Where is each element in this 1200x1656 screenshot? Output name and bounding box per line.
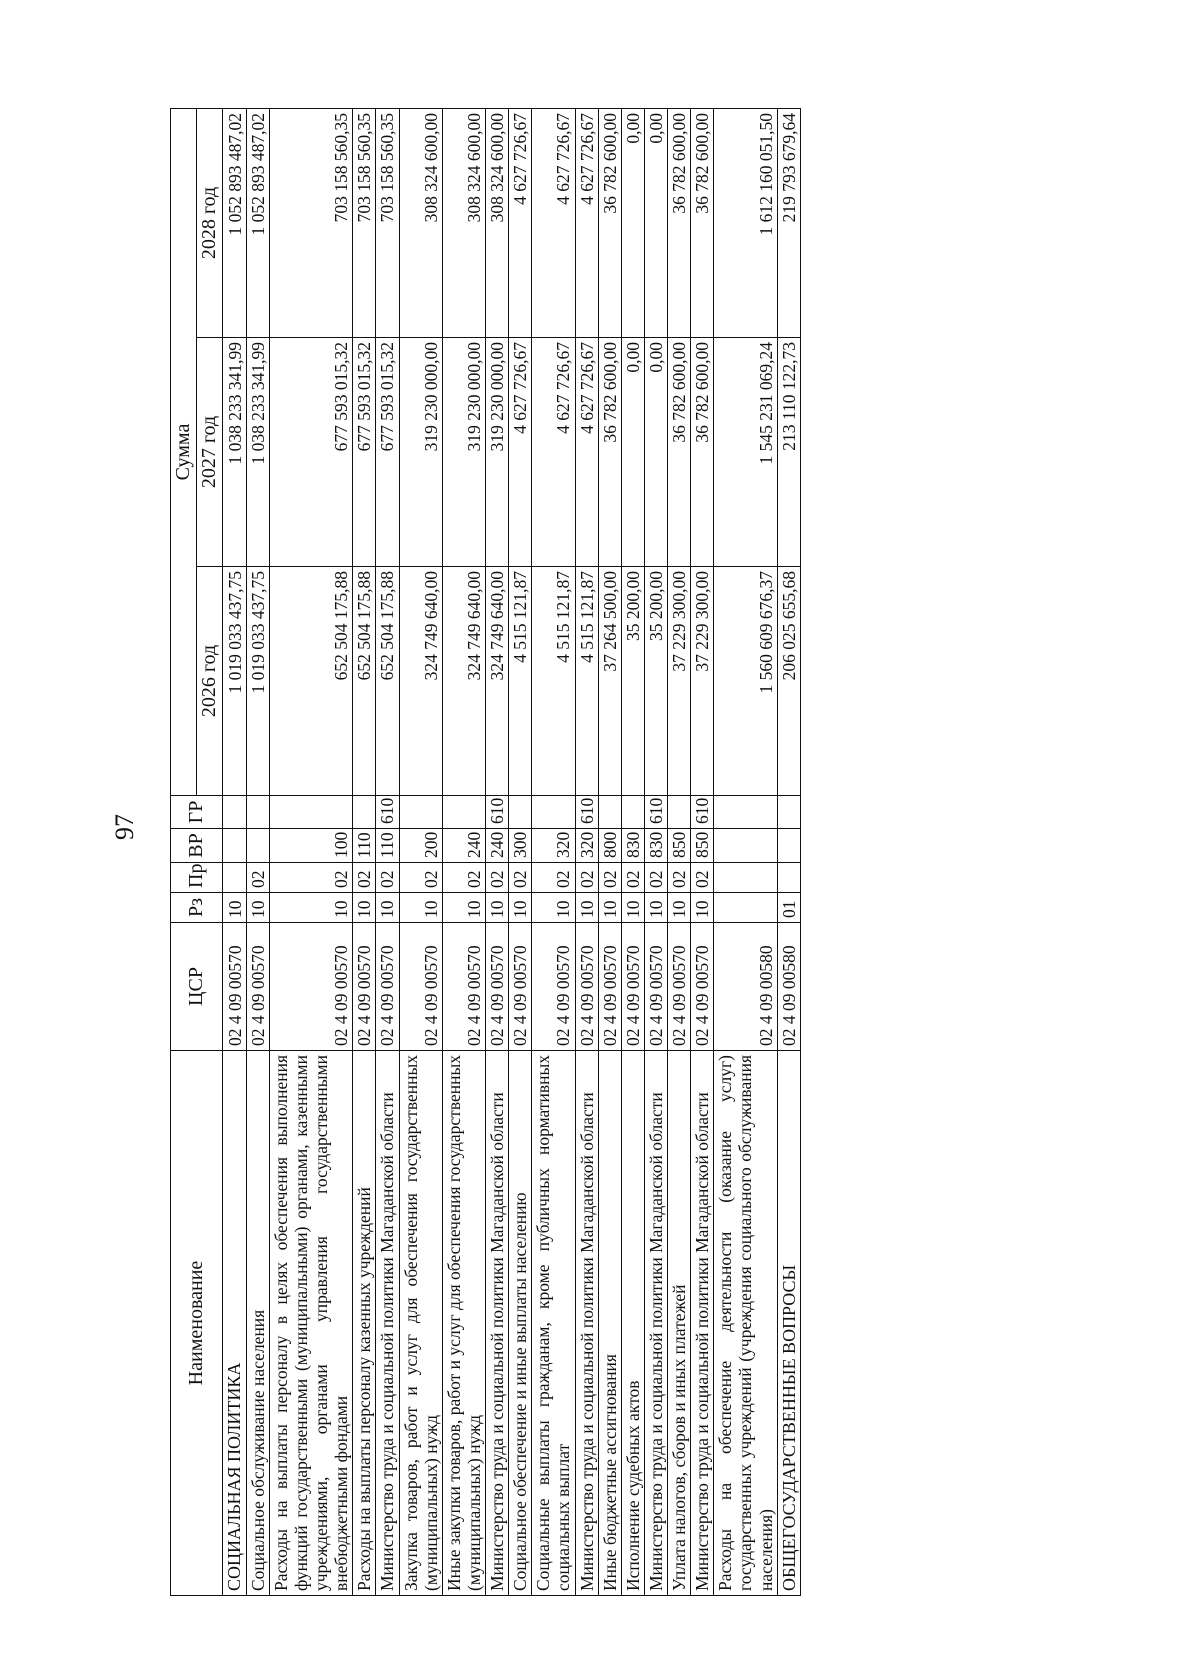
cell-gr: 610 [644, 796, 667, 829]
cell-2027: 1 038 233 341,99 [246, 338, 269, 567]
header-sum: Сумма [171, 108, 197, 795]
cell-csr: 02 4 09 00570 [442, 923, 485, 1051]
cell-2028: 1 612 160 051,50 [714, 108, 777, 337]
cell-gr [532, 796, 575, 829]
cell-csr: 02 4 09 00570 [621, 923, 644, 1051]
cell-vr: 830 [621, 829, 644, 863]
cell-vr: 240 [486, 829, 509, 863]
cell-2028: 4 627 726,67 [575, 108, 598, 337]
cell-pr: 02 [399, 863, 442, 893]
cell-gr [353, 796, 376, 829]
cell-csr: 02 4 09 00570 [509, 923, 532, 1051]
cell-2027: 319 230 000,00 [399, 338, 442, 567]
cell-rz: 10 [376, 893, 399, 923]
table-row [621, 108, 644, 1595]
cell-name: Расходы на выплаты персоналу в целях обеспечения выполнения функций государственными (муниципальными) органами, казенными учреждениями, органами управления государственными внебюджетными фондами [269, 1051, 353, 1596]
header-gr: ГР [171, 796, 223, 829]
cell-rz: 10 [621, 893, 644, 923]
cell-2027: 213 110 122,73 [777, 338, 801, 567]
cell-vr: 100 [269, 829, 353, 863]
cell-csr: 02 4 09 00570 [644, 923, 667, 1051]
cell-2027: 4 627 726,67 [509, 338, 532, 567]
cell-rz: 10 [399, 893, 442, 923]
cell-vr: 320 [575, 829, 598, 863]
cell-vr: 850 [668, 829, 691, 863]
table-row [691, 108, 714, 1595]
cell-csr: 02 4 09 00570 [399, 923, 442, 1051]
cell-csr: 02 4 09 00570 [575, 923, 598, 1051]
table-row [532, 108, 575, 1595]
header-name: Наименование [171, 1051, 223, 1596]
cell-2028: 703 158 560,35 [376, 108, 399, 337]
cell-gr [399, 796, 442, 829]
cell-2028: 308 324 600,00 [486, 108, 509, 337]
cell-2026: 37 264 500,00 [598, 567, 621, 796]
cell-rz: 10 [532, 893, 575, 923]
cell-2026: 324 749 640,00 [442, 567, 485, 796]
cell-2028: 36 782 600,00 [691, 108, 714, 337]
cell-pr [223, 863, 247, 893]
cell-2027: 36 782 600,00 [691, 338, 714, 567]
cell-name: СОЦИАЛЬНАЯ ПОЛИТИКА [223, 1051, 247, 1596]
cell-2027: 677 593 015,32 [353, 338, 376, 567]
cell-2028: 0,00 [644, 108, 667, 337]
cell-name: Расходы на обеспечение деятельности (оказание услуг) государственных учреждений (учреждения социального обслуживания населения) [714, 1051, 777, 1596]
cell-csr: 02 4 09 00570 [246, 923, 269, 1051]
cell-vr: 240 [442, 829, 485, 863]
header-pr: Пр [171, 863, 223, 893]
table-row [668, 108, 691, 1595]
cell-gr: 610 [575, 796, 598, 829]
cell-csr: 02 4 09 00570 [376, 923, 399, 1051]
cell-2027: 319 230 000,00 [486, 338, 509, 567]
cell-2027: 36 782 600,00 [668, 338, 691, 567]
table-row [644, 108, 667, 1595]
cell-gr [777, 796, 801, 829]
cell-2027: 677 593 015,32 [269, 338, 353, 567]
cell-gr: 610 [691, 796, 714, 829]
page-number: 97 [110, 814, 139, 840]
cell-name: Исполнение судебных актов [621, 1051, 644, 1596]
cell-rz: 10 [575, 893, 598, 923]
cell-gr: 610 [376, 796, 399, 829]
cell-2026: 206 025 655,68 [777, 567, 801, 796]
cell-pr: 02 [353, 863, 376, 893]
cell-2027: 1 545 231 069,24 [714, 338, 777, 567]
cell-vr: 110 [353, 829, 376, 863]
cell-pr: 02 [668, 863, 691, 893]
header-vr: ВР [171, 829, 223, 863]
cell-vr: 200 [399, 829, 442, 863]
cell-name: Социальное обслуживание населения [246, 1051, 269, 1596]
cell-csr: 02 4 09 00580 [777, 923, 801, 1051]
cell-vr: 800 [598, 829, 621, 863]
table-row [777, 108, 801, 1595]
cell-csr: 02 4 09 00570 [353, 923, 376, 1051]
cell-rz: 10 [509, 893, 532, 923]
cell-vr: 320 [532, 829, 575, 863]
cell-2027: 319 230 000,00 [442, 338, 485, 567]
table-row [269, 108, 353, 1595]
cell-rz: 10 [223, 893, 247, 923]
cell-pr: 02 [486, 863, 509, 893]
cell-pr [777, 863, 801, 893]
cell-pr: 02 [598, 863, 621, 893]
cell-2026: 4 515 121,87 [575, 567, 598, 796]
cell-gr: 610 [486, 796, 509, 829]
cell-name: Социальные выплаты гражданам, кроме публичных нормативных социальных выплат [532, 1051, 575, 1596]
cell-2027: 0,00 [644, 338, 667, 567]
cell-2026: 4 515 121,87 [532, 567, 575, 796]
cell-name: Министерство труда и социальной политики Магаданской области [376, 1051, 399, 1596]
cell-name: Уплата налогов, сборов и иных платежей [668, 1051, 691, 1596]
cell-gr [223, 796, 247, 829]
header-csr: ЦСР [171, 923, 223, 1051]
cell-2028: 219 793 679,64 [777, 108, 801, 337]
header-2026: 2026 год [197, 567, 223, 796]
cell-name: Расходы на выплаты персоналу казенных учреждений [353, 1051, 376, 1596]
cell-2028: 0,00 [621, 108, 644, 337]
cell-gr [269, 796, 353, 829]
cell-rz: 10 [644, 893, 667, 923]
cell-vr: 110 [376, 829, 399, 863]
cell-2027: 4 627 726,67 [575, 338, 598, 567]
cell-2027: 4 627 726,67 [532, 338, 575, 567]
cell-csr: 02 4 09 00570 [532, 923, 575, 1051]
cell-gr [509, 796, 532, 829]
table-row [714, 108, 777, 1595]
header-rz: Рз [171, 893, 223, 923]
cell-2028: 36 782 600,00 [598, 108, 621, 337]
cell-rz: 10 [691, 893, 714, 923]
cell-2028: 4 627 726,67 [532, 108, 575, 337]
budget-table [170, 108, 801, 1596]
cell-rz: 10 [269, 893, 353, 923]
cell-csr: 02 4 09 00570 [691, 923, 714, 1051]
cell-2026: 4 515 121,87 [509, 567, 532, 796]
table-row [353, 108, 376, 1595]
cell-rz: 10 [353, 893, 376, 923]
cell-vr: 830 [644, 829, 667, 863]
cell-csr: 02 4 09 00580 [714, 923, 777, 1051]
cell-vr: 850 [691, 829, 714, 863]
cell-gr [621, 796, 644, 829]
header-2028: 2028 год [197, 108, 223, 337]
cell-csr: 02 4 09 00570 [223, 923, 247, 1051]
cell-pr: 02 [509, 863, 532, 893]
cell-2028: 1 052 893 487,02 [223, 108, 247, 337]
table-row [399, 108, 442, 1595]
header-row [171, 108, 197, 1595]
cell-2026: 652 504 175,88 [353, 567, 376, 796]
cell-pr: 02 [621, 863, 644, 893]
cell-2026: 1 560 609 676,37 [714, 567, 777, 796]
cell-rz: 01 [777, 893, 801, 923]
cell-pr: 02 [644, 863, 667, 893]
cell-2026: 37 229 300,00 [668, 567, 691, 796]
cell-rz [714, 893, 777, 923]
cell-vr [714, 829, 777, 863]
cell-2028: 308 324 600,00 [399, 108, 442, 337]
table-body [223, 108, 801, 1595]
cell-csr: 02 4 09 00570 [668, 923, 691, 1051]
cell-2028: 4 627 726,67 [509, 108, 532, 337]
rotated-table-container [170, 108, 1070, 1596]
cell-2027: 0,00 [621, 338, 644, 567]
cell-vr [777, 829, 801, 863]
cell-vr: 300 [509, 829, 532, 863]
cell-2028: 1 052 893 487,02 [246, 108, 269, 337]
cell-2026: 1 019 033 437,75 [223, 567, 247, 796]
cell-name: Социальное обеспечение и иные выплаты населению [509, 1051, 532, 1596]
cell-vr [246, 829, 269, 863]
cell-rz: 10 [246, 893, 269, 923]
cell-pr: 02 [532, 863, 575, 893]
cell-pr [714, 863, 777, 893]
cell-gr [714, 796, 777, 829]
cell-2026: 35 200,00 [644, 567, 667, 796]
table-row [509, 108, 532, 1595]
cell-2026: 324 749 640,00 [399, 567, 442, 796]
cell-pr: 02 [691, 863, 714, 893]
cell-name: Министерство труда и социальной политики Магаданской области [575, 1051, 598, 1596]
table-row [598, 108, 621, 1595]
cell-gr [246, 796, 269, 829]
cell-pr: 02 [269, 863, 353, 893]
table-row [376, 108, 399, 1595]
cell-name: ОБЩЕГОСУДАРСТВЕННЫЕ ВОПРОСЫ [777, 1051, 801, 1596]
cell-pr: 02 [376, 863, 399, 893]
cell-2026: 35 200,00 [621, 567, 644, 796]
cell-name: Иные закупки товаров, работ и услуг для обеспечения государственных (муниципальных) нужд [442, 1051, 485, 1596]
cell-2028: 703 158 560,35 [269, 108, 353, 337]
cell-2026: 652 504 175,88 [269, 567, 353, 796]
cell-2026: 652 504 175,88 [376, 567, 399, 796]
cell-2027: 1 038 233 341,99 [223, 338, 247, 567]
table-row [223, 108, 247, 1595]
cell-gr [668, 796, 691, 829]
header-2027: 2027 год [197, 338, 223, 567]
cell-csr: 02 4 09 00570 [598, 923, 621, 1051]
cell-2028: 703 158 560,35 [353, 108, 376, 337]
cell-csr: 02 4 09 00570 [269, 923, 353, 1051]
cell-rz: 10 [442, 893, 485, 923]
cell-2028: 308 324 600,00 [442, 108, 485, 337]
table-row [442, 108, 485, 1595]
cell-name: Иные бюджетные ассигнования [598, 1051, 621, 1596]
table-row [486, 108, 509, 1595]
cell-gr [442, 796, 485, 829]
table-row [246, 108, 269, 1595]
cell-vr [223, 829, 247, 863]
cell-pr: 02 [575, 863, 598, 893]
cell-rz: 10 [598, 893, 621, 923]
cell-name: Министерство труда и социальной политики Магаданской области [691, 1051, 714, 1596]
cell-csr: 02 4 09 00570 [486, 923, 509, 1051]
cell-pr: 02 [442, 863, 485, 893]
cell-pr: 02 [246, 863, 269, 893]
cell-gr [598, 796, 621, 829]
cell-2028: 36 782 600,00 [668, 108, 691, 337]
cell-rz: 10 [668, 893, 691, 923]
cell-2026: 37 229 300,00 [691, 567, 714, 796]
cell-2026: 1 019 033 437,75 [246, 567, 269, 796]
cell-rz: 10 [486, 893, 509, 923]
table-row [575, 108, 598, 1595]
cell-2026: 324 749 640,00 [486, 567, 509, 796]
cell-name: Министерство труда и социальной политики Магаданской области [486, 1051, 509, 1596]
cell-name: Министерство труда и социальной политики Магаданской области [644, 1051, 667, 1596]
cell-2027: 36 782 600,00 [598, 338, 621, 567]
cell-2027: 677 593 015,32 [376, 338, 399, 567]
cell-name: Закупка товаров, работ и услуг для обеспечения государственных (муниципальных) нужд [399, 1051, 442, 1596]
